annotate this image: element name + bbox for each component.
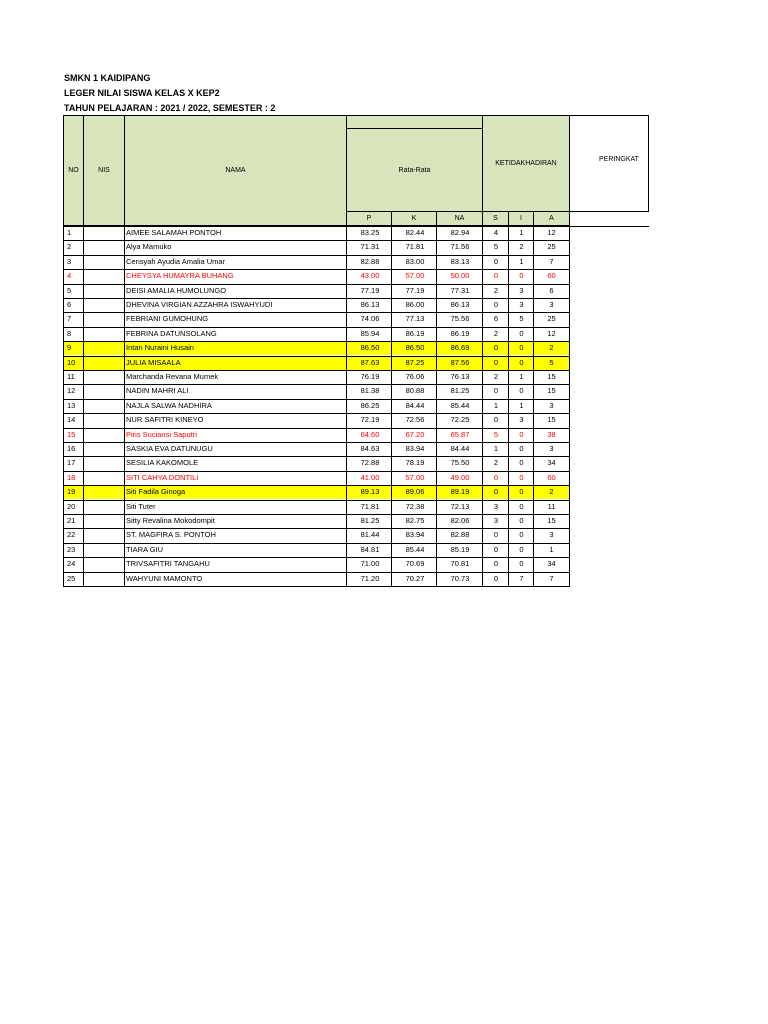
cell-i: 1 [519, 400, 524, 410]
col-header-k: K [391, 211, 437, 226]
cell-p: 82.88 [360, 256, 380, 266]
cell-a: 15 [547, 415, 556, 425]
cell-s: 1 [493, 400, 499, 410]
cell-p: 81.38 [360, 386, 380, 396]
cell-na: 65.87 [450, 429, 470, 439]
table-row [63, 384, 569, 398]
cell-nama: SASKIA EVA DATUNUGU [126, 444, 213, 453]
cell-nama: TRIVSAFITRI TANGAHU [126, 559, 210, 569]
cell-a: 6 [549, 285, 554, 295]
col-header-s: S [482, 211, 509, 226]
table-row [63, 456, 569, 470]
cell-nama: Siti Tuter [126, 501, 156, 511]
cell-p: 84.63 [360, 444, 380, 453]
cell-p: 86.50 [360, 343, 380, 353]
cell-s: 0 [493, 343, 499, 353]
cell-s: 2 [493, 328, 499, 338]
cell-i: 1 [519, 256, 524, 266]
cell-i: 0 [519, 271, 524, 281]
peringkat-header [569, 115, 649, 211]
col-header-empty [346, 115, 483, 129]
col-header-p: P [346, 211, 392, 226]
col-header-rata-rata: Rata-Rata [346, 128, 483, 212]
cell-nama: DHEVINA VIRGIAN AZZAHRA ISWAHYUDI [126, 300, 273, 309]
cell-na: 70.73 [450, 573, 470, 583]
cell-a: 12 [547, 228, 556, 237]
cell-na: 49.00 [450, 472, 470, 482]
cell-na: 86.19 [450, 328, 470, 338]
cell-nama: Censyah Ayudia Amalia Umar [126, 256, 226, 266]
cell-a: 3 [549, 530, 554, 540]
table-row [63, 356, 569, 370]
cell-i: 1 [519, 372, 524, 381]
cell-p: 76.19 [360, 372, 380, 381]
table-row [63, 471, 569, 485]
cell-k: 86.19 [405, 328, 425, 338]
cell-na: 84.44 [450, 444, 470, 453]
cell-no: 19 [67, 487, 76, 497]
cell-i: 0 [519, 544, 524, 554]
col-header-ketidakhadiran: KETIDAKHADIRAN [482, 115, 570, 212]
cell-na: 71.56 [450, 242, 470, 252]
cell-i: 0 [519, 559, 524, 569]
cell-na: 86.13 [450, 300, 470, 309]
cell-i: 3 [519, 285, 524, 295]
table-row [63, 428, 569, 442]
cell-k: 86.50 [405, 343, 425, 353]
col-header-nis: NIS [83, 115, 125, 226]
cell-s: 0 [493, 300, 499, 309]
cell-a: 5 [549, 357, 554, 367]
cell-a: 34 [547, 559, 556, 569]
cell-i: 0 [519, 386, 524, 396]
table-row [63, 226, 569, 240]
cell-na: 82.06 [450, 516, 470, 525]
cell-i: 0 [519, 429, 524, 439]
cell-i: 0 [519, 343, 524, 353]
cell-i: 0 [519, 472, 524, 482]
cell-k: 71.81 [405, 242, 425, 252]
cell-na: 76.13 [450, 372, 470, 381]
cell-na: 85.44 [450, 400, 470, 410]
cell-a: 60 [547, 271, 556, 281]
cell-nama: AIMEE SALAMAH PONTOH [126, 228, 222, 237]
cell-nama: CHEYSYA HUMAYRA BUHANG [126, 271, 234, 281]
cell-no: 22 [67, 530, 76, 540]
cell-p: 64.60 [360, 429, 380, 439]
cell-s: 0 [493, 472, 499, 482]
cell-nama: ST. MAGFIRA S. PONTOH [126, 530, 216, 540]
cell-a: 7 [549, 573, 554, 583]
cell-a: 11 [547, 501, 556, 511]
col-header-a: A [533, 211, 570, 226]
cell-k: 85.44 [405, 544, 425, 554]
cell-k: 72.56 [405, 415, 425, 425]
table-row [63, 399, 569, 413]
cell-s: 3 [493, 501, 499, 511]
cell-p: 71.00 [360, 559, 380, 569]
cell-s: 2 [493, 285, 499, 295]
cell-na: 81.25 [450, 386, 470, 396]
cell-k: 83.00 [405, 256, 425, 266]
cell-no: 1 [67, 228, 72, 237]
cell-no: 13 [67, 400, 76, 410]
cell-p: 83.25 [360, 228, 380, 237]
cell-nama: JULIA MISAALA [126, 357, 181, 367]
cell-p: 72.19 [360, 415, 380, 425]
cell-a: 60 [547, 472, 556, 482]
document-header [64, 71, 275, 116]
cell-p: 71.81 [360, 501, 380, 511]
cell-nama: SITI CAHYA DONTILI [126, 472, 199, 482]
cell-nama: NUR SAFITRI KINEYO [126, 415, 204, 425]
cell-na: 85.19 [450, 544, 470, 554]
cell-i: 0 [519, 530, 524, 540]
cell-k: 72.38 [405, 501, 425, 511]
cell-p: 81.44 [360, 530, 380, 540]
cell-p: 74.06 [360, 314, 380, 324]
cell-a: 3 [549, 300, 554, 309]
cell-k: 76.06 [405, 372, 425, 381]
cell-a: 1 [549, 544, 554, 554]
table-row [63, 442, 569, 456]
cell-a: 3 [549, 444, 554, 453]
cell-p: 86.13 [360, 300, 380, 309]
grade-table [63, 115, 569, 583]
cell-nama: NAJLA SALWA NADHIRA [126, 400, 212, 410]
cell-no: 17 [67, 458, 76, 468]
cell-a: 15 [547, 516, 556, 525]
cell-no: 4 [67, 271, 72, 281]
cell-s: 0 [493, 487, 499, 497]
cell-s: 0 [493, 559, 499, 569]
cell-p: 84.81 [360, 544, 380, 554]
cell-i: 2 [519, 242, 524, 252]
cell-a: 15 [547, 372, 556, 381]
cell-no: 8 [67, 328, 72, 338]
cell-p: 72.88 [360, 458, 380, 468]
cell-na: 72.25 [450, 415, 470, 425]
cell-p: 77.19 [360, 285, 380, 295]
table-row [63, 413, 569, 427]
cell-i: 7 [519, 573, 524, 583]
cell-no: 15 [67, 429, 76, 439]
cell-nama: Intan Nuraini Husain [126, 343, 194, 353]
cell-p: 85.94 [360, 328, 380, 338]
cell-s: 2 [493, 372, 499, 381]
cell-na: 87.56 [450, 357, 470, 367]
cell-a: 34 [547, 458, 556, 468]
cell-s: 1 [493, 444, 499, 453]
cell-i: 0 [519, 328, 524, 338]
cell-na: 86.69 [450, 343, 470, 353]
cell-a: 38 [547, 429, 556, 439]
cell-s: 0 [493, 530, 499, 540]
cell-i: 3 [519, 415, 524, 425]
cell-nama: Siti Fadila Ginoga [126, 487, 186, 497]
cell-i: 0 [519, 444, 524, 453]
cell-nama: FEBRIANI GUMOHUNG [126, 314, 209, 324]
cell-k: 89.06 [405, 487, 425, 497]
cell-no: 21 [67, 516, 76, 525]
cell-no: 11 [67, 372, 75, 381]
document-subtitle: LEGER NILAI SISWA KELAS X KEP2 [64, 88, 220, 98]
table-row [63, 500, 569, 514]
cell-nama: Marchanda Revana Mumek [126, 372, 219, 381]
cell-p: 89.13 [360, 487, 380, 497]
table-row [63, 312, 569, 326]
cell-nama: Sitty Revalina Mokodompit [126, 516, 215, 525]
cell-s: 0 [493, 357, 499, 367]
col-header-nama: NAMA [124, 115, 347, 226]
cell-s: 4 [493, 228, 499, 237]
cell-no: 14 [67, 415, 76, 425]
cell-k: 82.44 [405, 228, 425, 237]
table-row [63, 240, 569, 254]
cell-nama: Piris Suciansi Saputri [126, 429, 197, 439]
table-row [63, 543, 569, 557]
cell-nama: SESILIA KAKOMOLE [126, 458, 199, 468]
cell-a: 12 [547, 328, 556, 338]
cell-p: 71.20 [360, 573, 380, 583]
cell-no: 9 [67, 343, 72, 353]
cell-s: 3 [493, 516, 499, 525]
cell-k: 77.19 [405, 285, 425, 295]
cell-no: 7 [67, 314, 72, 324]
cell-a: 3 [549, 400, 554, 410]
cell-nama: NADIN MAHRI ALI [126, 386, 189, 396]
cell-na: 82.94 [450, 228, 470, 237]
cell-i: 0 [519, 501, 524, 511]
col-header-na: NA [436, 211, 483, 226]
cell-no: 5 [67, 285, 72, 295]
cell-no: 12 [67, 386, 76, 396]
cell-na: 89.19 [450, 487, 470, 497]
cell-p: 41.00 [360, 472, 380, 482]
cell-k: 80.88 [405, 386, 425, 396]
cell-k: 70.69 [405, 559, 425, 569]
cell-no: 2 [67, 242, 72, 252]
col-header-no: NO [63, 115, 84, 226]
cell-a: 2 [549, 343, 554, 353]
cell-s: 6 [493, 314, 499, 324]
cell-na: 82.88 [450, 530, 470, 540]
cell-i: 5 [519, 314, 524, 324]
cell-na: 75.50 [450, 458, 470, 468]
cell-a: 25 [547, 242, 556, 252]
cell-k: 86.00 [405, 300, 425, 309]
cell-nama: WAHYUNI MAMONTO [126, 573, 203, 583]
cell-s: 0 [493, 415, 499, 425]
col-header-i: I [508, 211, 534, 226]
cell-i: 0 [519, 487, 524, 497]
cell-na: 72.13 [450, 501, 470, 511]
cell-nama: FEBRINA DATUNSOLANG [126, 328, 217, 338]
cell-p: 71.31 [360, 242, 380, 252]
cell-s: 0 [493, 271, 499, 281]
cell-i: 0 [519, 458, 524, 468]
cell-s: 0 [493, 544, 499, 554]
table-row [63, 327, 569, 341]
cell-k: 84.44 [405, 400, 425, 410]
cell-no: 23 [67, 544, 76, 554]
cell-nama: TIARA GIU [126, 544, 164, 554]
cell-a: 25 [547, 314, 556, 324]
school-name: SMKN 1 KAIDIPANG [64, 73, 151, 83]
cell-s: 0 [493, 256, 499, 266]
cell-na: 70.81 [450, 559, 470, 569]
cell-a: 15 [547, 386, 556, 396]
cell-k: 83.94 [405, 530, 425, 540]
cell-no: 25 [67, 573, 76, 583]
cell-k: 82.75 [405, 516, 425, 525]
academic-year: TAHUN PELAJARAN : 2021 / 2022, SEMESTER : 2 [64, 103, 276, 113]
table-row [63, 370, 569, 384]
cell-i: 1 [519, 228, 524, 237]
cell-no: 6 [67, 300, 72, 309]
cell-s: 2 [493, 458, 499, 468]
cell-s: 5 [493, 242, 499, 252]
cell-p: 81.25 [360, 516, 380, 525]
cell-k: 87.25 [405, 357, 425, 367]
table-row [63, 572, 569, 586]
cell-i: 0 [519, 516, 524, 525]
cell-s: 5 [493, 429, 499, 439]
cell-p: 86.25 [360, 400, 380, 410]
cell-nama: Alya Mamuko [126, 242, 172, 252]
cell-k: 83.94 [405, 444, 425, 453]
cell-no: 20 [67, 501, 76, 511]
cell-k: 77.13 [405, 314, 425, 324]
cell-s: 0 [493, 573, 499, 583]
cell-no: 24 [67, 559, 76, 569]
cell-no: 16 [67, 444, 76, 453]
table-row [63, 255, 569, 269]
cell-p: 87.63 [360, 357, 380, 367]
table-row [63, 341, 569, 355]
cell-i: 0 [519, 357, 524, 367]
peringkat-label: PERINGKAT [599, 156, 639, 163]
cell-i: 3 [519, 300, 524, 309]
cell-na: 83.13 [450, 256, 470, 266]
table-row [63, 485, 569, 499]
table-row [63, 528, 569, 542]
table-row [63, 514, 569, 528]
table-row [63, 284, 569, 298]
cell-na: 77.31 [450, 285, 470, 295]
cell-k: 57.00 [405, 472, 425, 482]
cell-k: 78.19 [405, 458, 425, 468]
cell-a: 2 [549, 487, 554, 497]
cell-na: 50.00 [450, 271, 470, 281]
cell-s: 0 [493, 386, 499, 396]
cell-no: 10 [67, 357, 76, 367]
cell-k: 57.00 [405, 271, 425, 281]
cell-na: 75.56 [450, 314, 470, 324]
cell-a: 7 [549, 256, 554, 266]
cell-no: 3 [67, 256, 72, 266]
cell-p: 43.00 [360, 271, 380, 281]
table-row [63, 557, 569, 571]
cell-no: 18 [67, 472, 76, 482]
cell-nama: DEISI AMALIA HUMOLUNGO [126, 285, 227, 295]
table-row [63, 269, 569, 283]
cell-k: 67.20 [405, 429, 425, 439]
cell-k: 70.27 [405, 573, 425, 583]
table-row [63, 298, 569, 312]
